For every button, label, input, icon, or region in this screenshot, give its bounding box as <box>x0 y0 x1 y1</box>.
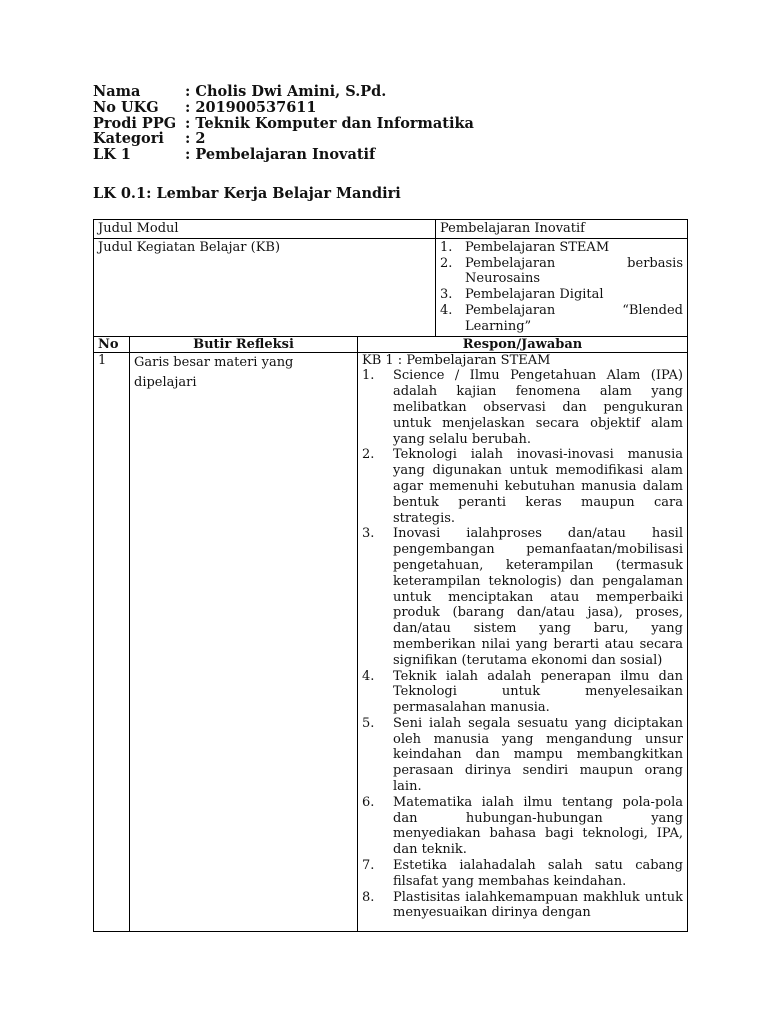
list-text: Pembelajaran Digital <box>465 287 604 303</box>
list-number: 4. <box>440 302 453 318</box>
list-item <box>440 287 683 303</box>
kb-list <box>440 240 683 335</box>
list-item <box>362 858 683 890</box>
ukg-label: No UKG <box>93 98 159 116</box>
list-text: Science / Ilmu Pengetahuan Alam (IPA) adalah kajian fenomena alam yang melibatkan observasi dan pengukuran untuk menjelaskan secara objektif alam yang selalu berubah. <box>393 368 683 447</box>
nama-label: Nama <box>93 83 141 100</box>
list-number: 1. <box>362 368 375 384</box>
list-text: Matematika ialah ilmu tentang pola-pola dan hubungan-hubungan yang menyediakan bahasa bagi teknologi, IPA, dan teknik. <box>393 794 683 858</box>
list-item <box>440 240 683 256</box>
kb-heading: KB 1 : Pembelajaran STEAM <box>362 352 551 368</box>
row-response <box>358 352 688 931</box>
kategori-row <box>93 131 687 147</box>
list-item <box>362 447 683 526</box>
list-number: 2. <box>362 447 375 463</box>
col-header-no: No <box>94 337 130 353</box>
list-number: 7. <box>362 858 375 874</box>
row-number: 1 <box>94 352 130 931</box>
reflection-table <box>93 337 688 932</box>
response-list <box>362 368 683 921</box>
row-butir: Garis besar materi yang dipelajari <box>130 352 358 931</box>
list-number: 3. <box>362 526 375 542</box>
list-item <box>440 303 683 335</box>
table-header-row <box>94 337 688 353</box>
list-text: Pembelajaran STEAM <box>465 239 610 255</box>
list-text: Pembelajaran “Blended Learning” <box>465 302 683 334</box>
list-number: 3. <box>440 287 453 303</box>
identity-header <box>93 84 687 163</box>
lk-value: : Pembelajaran Inovatif <box>185 146 376 164</box>
list-number: 1. <box>440 239 453 255</box>
list-text: Estetika ialahadalah salah satu cabang filsafat yang membahas keindahan. <box>393 858 683 889</box>
prodi-value: : Teknik Komputer dan Informatika <box>185 114 474 132</box>
judul-kb-row <box>94 238 688 336</box>
ukg-value: : 201900537611 <box>185 98 317 116</box>
list-item <box>362 669 683 716</box>
prodi-label: Prodi PPG <box>93 114 177 132</box>
nama-value: : Cholis Dwi Amini, S.Pd. <box>185 83 387 100</box>
prodi-row <box>93 116 687 132</box>
list-number: 2. <box>440 255 453 271</box>
list-text: Teknik ialah adalah penerapan ilmu dan Teknologi untuk menyelesaikan permasalahan manusia. <box>393 668 683 716</box>
list-item <box>362 795 683 858</box>
judul-modul-label: Judul Modul <box>94 219 436 238</box>
list-item <box>440 256 683 288</box>
response-content <box>362 353 683 931</box>
list-item <box>362 526 683 668</box>
list-number: 5. <box>362 715 375 731</box>
lk-row <box>93 147 687 163</box>
kb-list-cell <box>436 238 688 336</box>
list-number: 8. <box>362 889 375 905</box>
section-title: LK 0.1: Lembar Kerja Belajar Mandiri <box>93 184 401 202</box>
list-item <box>362 368 683 447</box>
list-number: 4. <box>362 668 375 684</box>
list-number: 6. <box>362 794 375 810</box>
judul-modul-value: Pembelajaran Inovatif <box>436 219 688 238</box>
lk-label: LK 1 <box>93 146 131 164</box>
info-table <box>93 219 688 337</box>
kategori-value: : 2 <box>185 130 206 148</box>
document-page <box>93 84 687 932</box>
ukg-row <box>93 100 687 116</box>
list-text: Seni ialah segala sesuatu yang diciptakan oleh manusia yang mengandung unsur keindahan dan mampu membangkitkan perasaan dirinya sendiri maupun orang lain. <box>393 715 683 795</box>
table-row <box>94 352 688 931</box>
judul-kb-label: Judul Kegiatan Belajar (KB) <box>94 238 436 336</box>
judul-modul-row <box>94 219 688 238</box>
list-text: Pembelajaran berbasis Neurosains <box>465 255 683 287</box>
list-item <box>362 716 683 795</box>
kategori-label: Kategori <box>93 130 164 148</box>
col-header-respon: Respon/Jawaban <box>358 337 688 353</box>
nama-row <box>93 84 687 100</box>
col-header-butir: Butir Refleksi <box>130 337 358 353</box>
list-text: Plastisitas ialahkemampuan makhluk untuk menyesuaikan dirinya dengan <box>393 889 683 921</box>
list-text: Teknologi ialah inovasi-inovasi manusia yang digunakan untuk memodifikasi alam agar memenuhi kebutuhan manusia dalam bentuk peranti keras maupun cara strategis. <box>393 447 683 526</box>
list-item <box>362 890 683 922</box>
list-text: Inovasi ialahproses dan/atau hasil pengembangan pemanfaatan/mobilisasi pengetahuan, keterampilan (termasuk keterampilan teknologis) dan pengalaman untuk menciptakan atau memperbaiki produk (barang dan/atau jasa), proses, dan/atau sistem yang baru, yang memberikan nilai yang berarti atau secara signifikan (terutama ekonomi dan sosial) <box>393 526 683 668</box>
